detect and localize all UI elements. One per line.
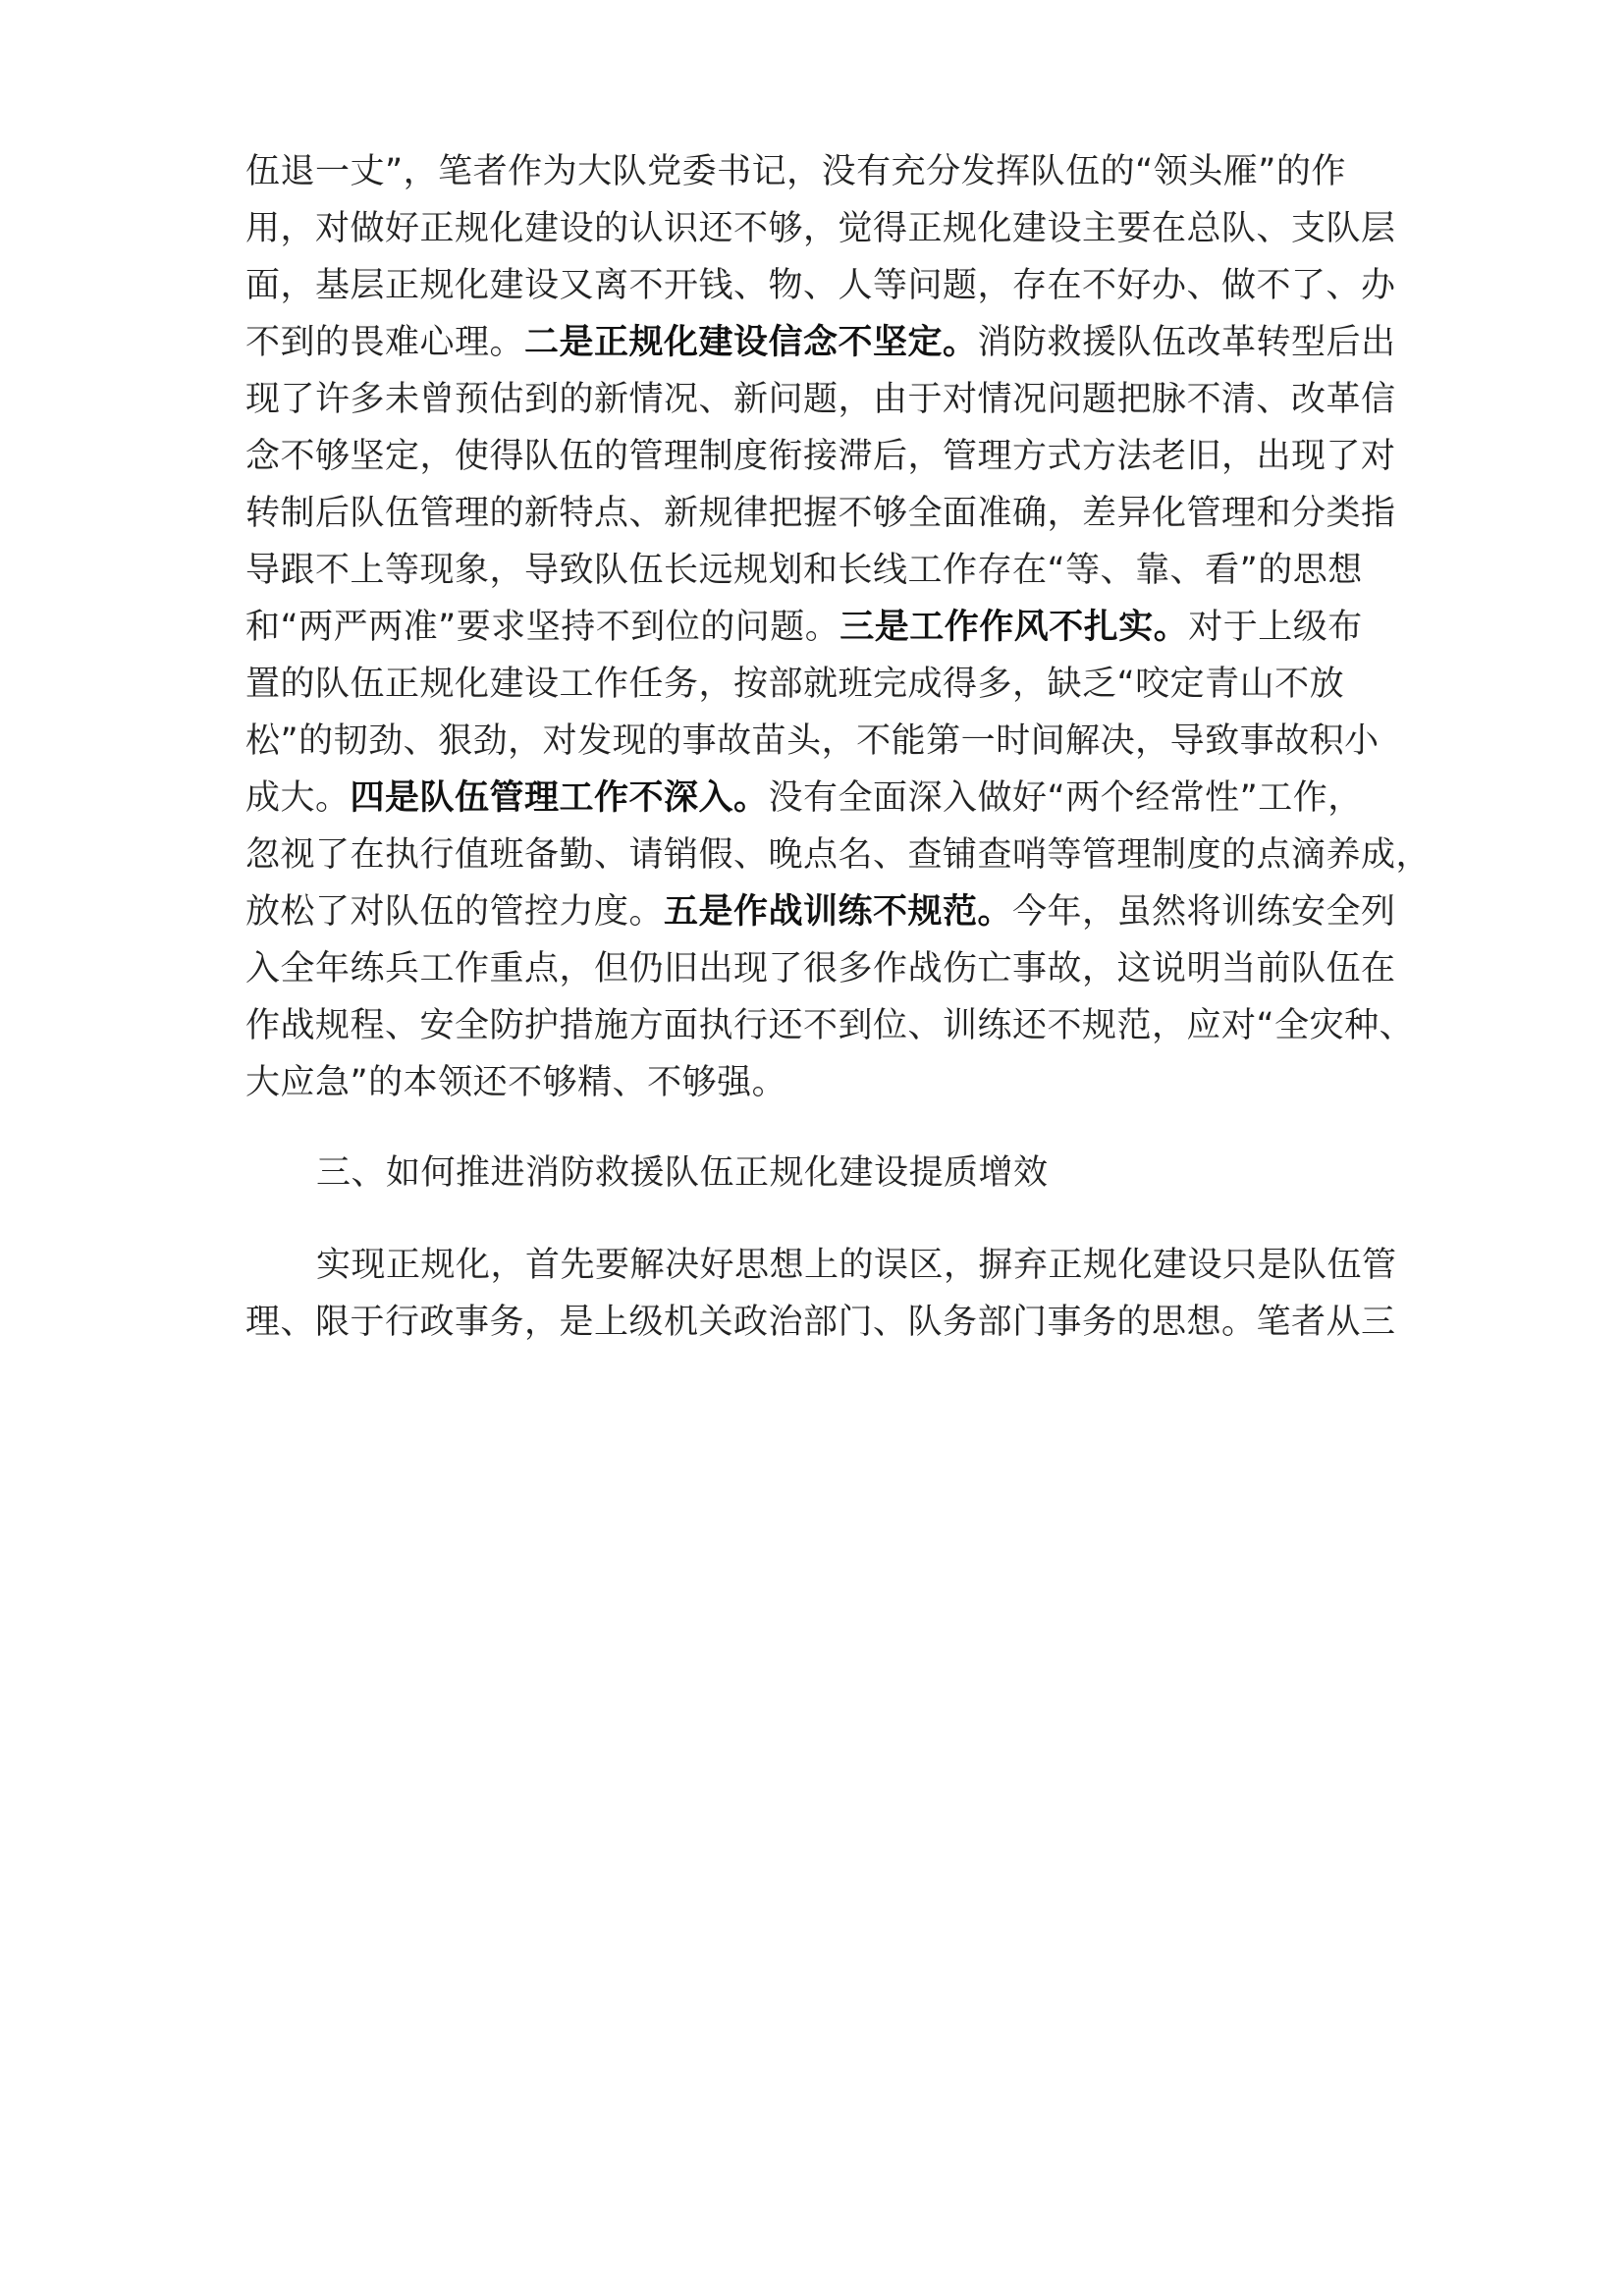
text-run: 和“两严两准”要求坚持不到位的问题。 <box>245 608 840 647</box>
bold-point-heading: 四是队伍管理工作不深入。 <box>350 778 769 818</box>
body-text-line: 置的队伍正规化建设工作任务，按部就班完成得多，缺乏“咬定青山不放 <box>245 665 1345 704</box>
bold-point-heading: 五是作战训练不规范。 <box>664 892 1013 932</box>
body-text-line <box>245 892 1396 932</box>
body-text-line: 念不够坚定，使得队伍的管理制度衔接滞后，管理方式方法老旧，出现了对 <box>245 437 1396 476</box>
body-text-line: 现了许多未曾预估到的新情况、新问题，由于对情况问题把脉不清、改革信 <box>245 380 1396 419</box>
body-text-line: 理、限于行政事务，是上级机关政治部门、队务部门事务的思想。笔者从三 <box>245 1303 1396 1342</box>
body-text-line: 面，基层正规化建设又离不开钱、物、人等问题，存在不好办、做不了、办 <box>245 266 1396 305</box>
body-text-line: 松”的韧劲、狠劲，对发现的事故苗头，不能第一时间解决，导致事故积小 <box>245 721 1380 761</box>
text-run: 今年，虽然将训练安全列 <box>1012 892 1396 932</box>
text-run: 放松了对队伍的管控力度。 <box>245 892 665 932</box>
body-text-line: 实现正规化，首先要解决好思想上的误区，摒弃正规化建设只是队伍管 <box>316 1246 1397 1285</box>
body-text-line: 导跟不上等现象，导致队伍长远规划和长线工作存在“等、靠、看”的思想 <box>245 551 1363 590</box>
body-text-line: 入全年练兵工作重点，但仍旧出现了很多作战伤亡事故，这说明当前队伍在 <box>245 949 1396 988</box>
text-run: 对于上级布 <box>1188 608 1363 647</box>
body-text-line <box>245 778 1384 818</box>
bold-point-heading: 二是正规化建设信念不坚定。 <box>524 323 978 362</box>
body-text-line: 大应急”的本领还不够精、不够强。 <box>245 1063 787 1102</box>
body-text-line: 用，对做好正规化建设的认识还不够，觉得正规化建设主要在总队、支队层 <box>245 209 1396 248</box>
body-text-line <box>245 608 1384 647</box>
text-run: 不到的畏难心理。 <box>245 323 525 362</box>
section-heading: 三、如何推进消防救援队伍正规化建设提质增效 <box>316 1153 1049 1193</box>
bold-point-heading: 三是工作作风不扎实。 <box>839 608 1189 647</box>
body-text-line: 忽视了在执行值班备勤、请销假、晚点名、查铺查哨等管理制度的点滴养成， <box>245 835 1432 875</box>
body-text-line: 作战规程、安全防护措施方面执行还不到位、训练还不规范，应对“全灾种、 <box>245 1006 1415 1045</box>
body-text-line: 转制后队伍管理的新特点、新规律把握不够全面准确，差异化管理和分类指 <box>245 494 1396 533</box>
body-text-line <box>245 323 1396 362</box>
text-run: 没有全面深入做好“两个经常性”工作， <box>768 778 1363 818</box>
body-text-line: 伍退一丈”，笔者作为大队党委书记，没有充分发挥队伍的“领头雁”的作 <box>245 152 1346 191</box>
text-run: 成大。 <box>245 778 351 818</box>
text-run: 消防救援队伍改革转型后出 <box>977 323 1396 362</box>
